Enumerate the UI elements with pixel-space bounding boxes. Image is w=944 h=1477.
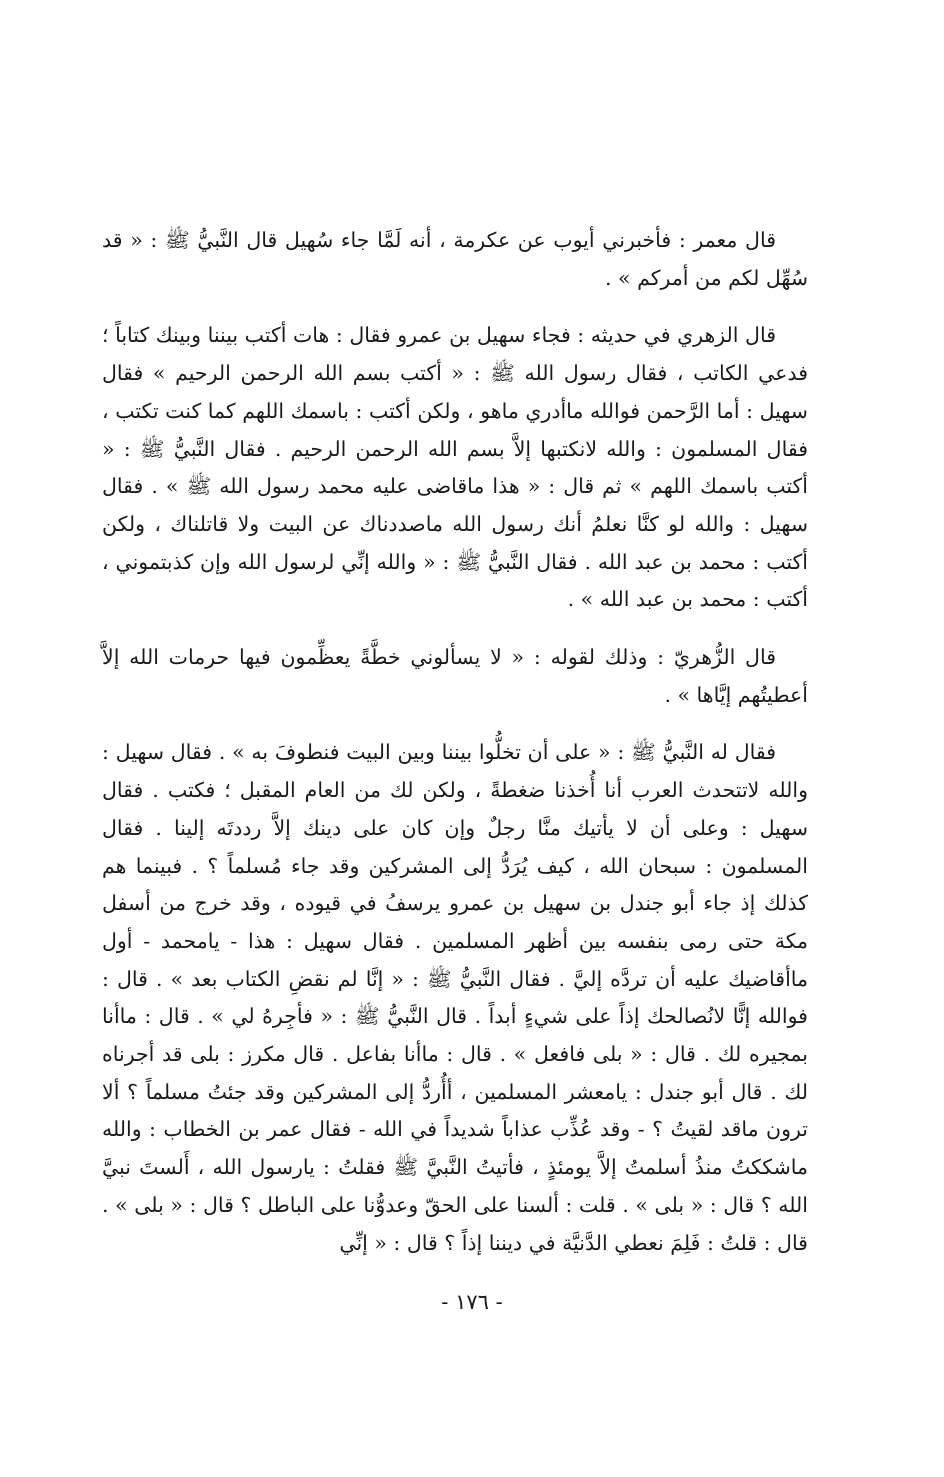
page-number: - ١٧٦ - [441,1290,503,1314]
paragraph-3: قال الزُّهريّ : وذلك لقوله : « لا يسألوني خطَّةً يعظِّمون فيها حرمات الله إلاَّ أعطيتُهم إيَّاها » . [102,645,808,707]
paragraph-2: قال الزهري في حديثه : فجاء سهيل بن عمرو فقال : هات أكتب بيننا وبينك كتاباً ؛ فدعي الكاتب ، فقال رسول الله ﷺ : « أكتب بسم الله الرحمن الرحيم » فقال سهيل : أما الرَّحمن فوالله ماأدري ماهو ، ولكن أكتب : باسمك اللهم كما كنت تكتب ، فقال المسلمون : والله لانكتبها إلاَّ بسم الله الرحمن الرحيم . فقال النَّبيُّ ﷺ : « أكتب باسمك اللهم » ثم قال : « هذا ماقاضى عليه محمد رسول الله ﷺ » . فقال سهيل : والله لو كنَّا نعلمُ أنك رسول الله ماصددناك عن البيت ولا قاتلناك ، ولكن أكتب : محمد بن عبد الله . فقال النَّبيُّ ﷺ : « والله إنِّي لرسول الله وإن كذبتموني ، أكتب : محمد بن عبد الله » . [102,323,808,612]
paragraph-4: فقال له النَّبيُّ ﷺ : « على أن تخلُّوا بيننا وبين البيت فنطوفَ به » . فقال سهيل : والله لاتتحدث العرب أنا أُخذنا ضغطةً ، ولكن لك من العام المقبل ؛ فكتب . فقال سهيل : وعلى أن لا يأتيك منَّا رجلٌ وإن كان على دينك إلاَّ رددتَه إلينا . فقال المسلمون : سبحان الله ، كيف يُرَدُّ إلى المشركين وقد جاء مُسلماً ؟ . فبينما هم كذلك إذ جاء أبو جندل بن سهيل بن عمرو يرسفُ في قيوده ، وقد خرج من أسفل مكة حتى رمى بنفسه بين أظهر المسلمين . فقال سهيل : هذا - يامحمد - أول ماأقاضيك عليه أن تردَّه إليَّ . فقال النَّبيُّ ﷺ : « إنَّا لم نقضِ الكتاب بعد » . قال : فوالله إنًّا لانُصالحك إذاً على شيءٍ أبداً . قال النَّبيُّ ﷺ : « فأجِرهُ لي » . قال : ماأنا بمجيره لك . قال : « بلى فافعل » . قال : ماأنا بفاعل . قال مكرز : بلى قد أجرناه لك . قال أبو جندل : يامعشر المسلمين ، أأُردُّ إلى المشركين وقد جئتُ مسلماً ؟ ألا ترون ماقد لقيتُ ؟ - وقد عُذِّب عذاباً شديداً في الله - فقال عمر بن الخطاب : والله ماشككتُ منذُ أسلمتُ إلاَّ يومئذٍ ، فأتيتُ النَّبيَّ ﷺ فقلتُ : يارسول الله ، أَلستَ نبيَّ الله ؟ قال : « بلى » . قلت : ألسنا على الحقّ وعدوُّنا على الباطل ؟ قال : « بلى » . قال : قلتُ : فَلِمَ نعطي الدَّنيَّة في ديننا إذاً ؟ قال : « إنِّي [102,740,808,1255]
page-body [102,222,808,1262]
paragraph-1: قال معمر : فأخبرني أيوب عن عكرمة ، أنه لَمَّا جاء سُهيل قال النَّبيُّ ﷺ : « قد سُهِّل لكم من أمركم » . [102,228,808,290]
